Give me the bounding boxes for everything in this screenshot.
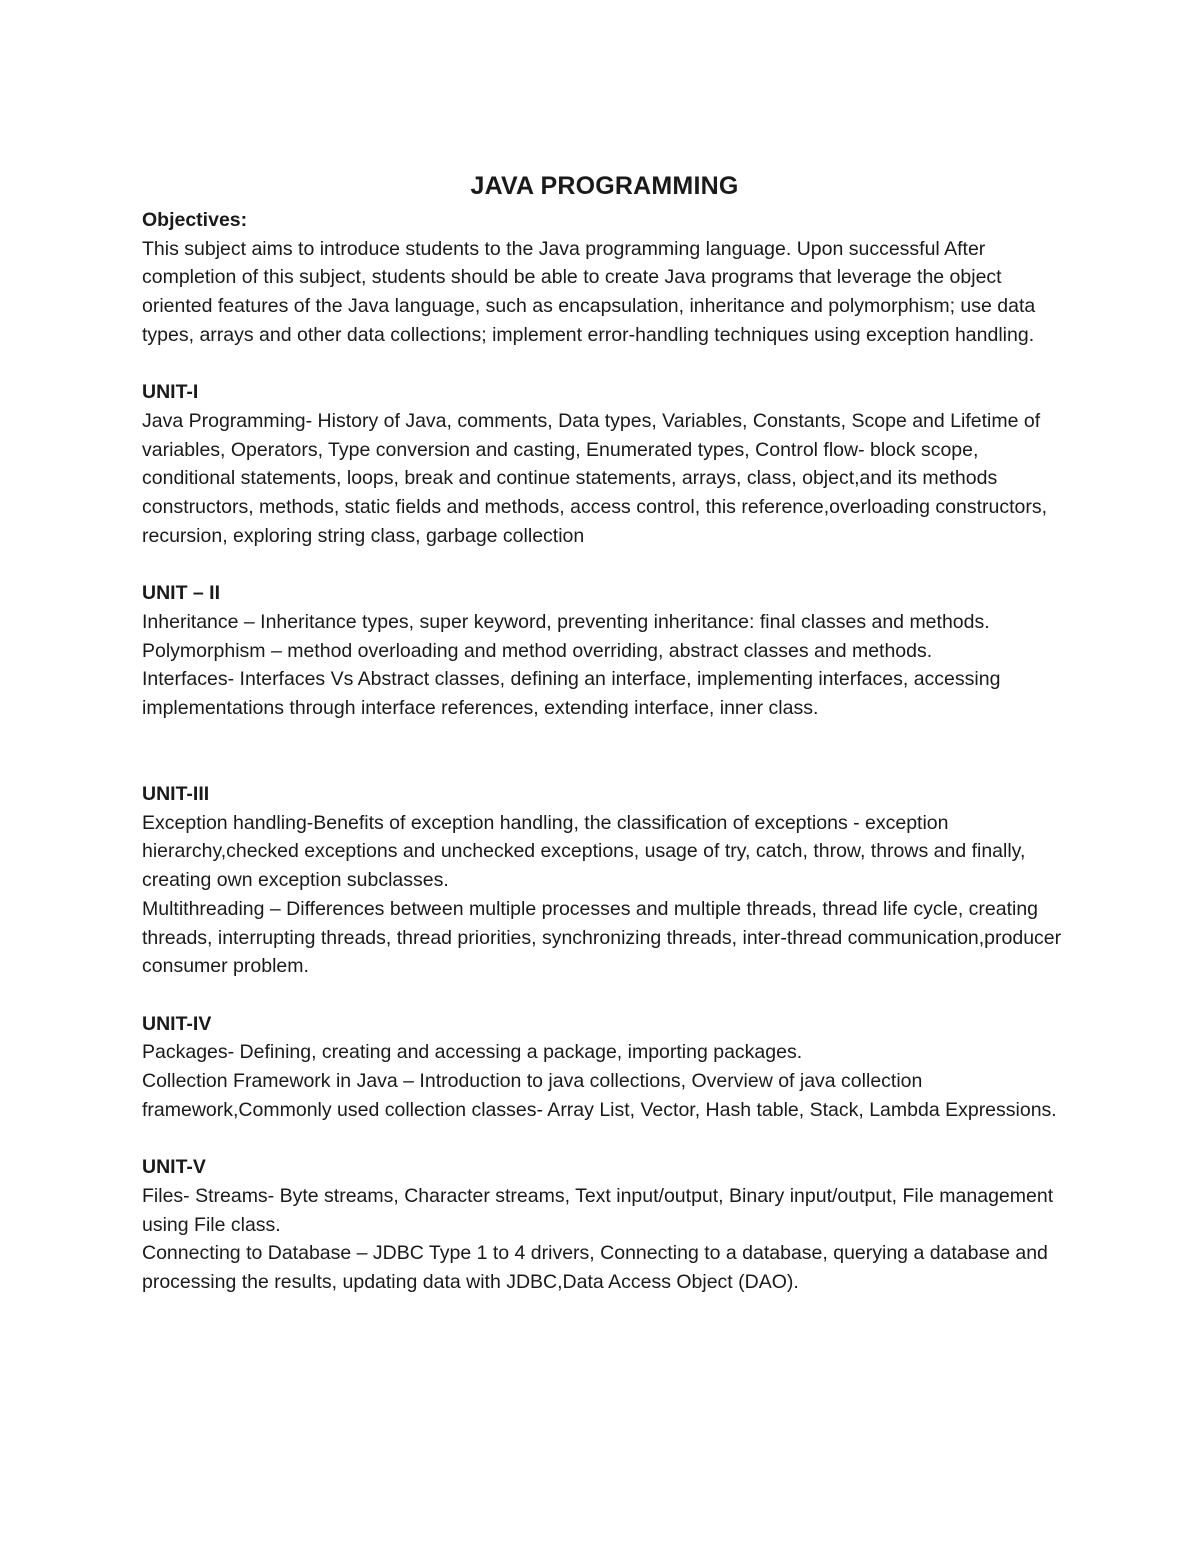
document-body (142, 168, 1067, 1297)
objectives-section (142, 206, 1067, 350)
section-spacer (142, 350, 1067, 379)
unit-1-section (142, 378, 1067, 550)
unit-5-heading: UNIT-V (142, 1156, 206, 1179)
unit-1-heading: UNIT-I (142, 381, 199, 404)
unit-5-paragraph-files: Files- Streams- Byte streams, Character streams, Text input/output, Binary input/output, File management using File class. (142, 1184, 1054, 1236)
unit-2-paragraph-inheritance: Inheritance – Inheritance types, super keyword, preventing inheritance: final classes and methods. (142, 610, 990, 633)
unit-2-paragraph-polymorphism: Polymorphism – method overloading and method overriding, abstract classes and methods. (142, 639, 933, 662)
unit-5-paragraph-database: Connecting to Database – JDBC Type 1 to 4 drivers, Connecting to a database, querying a database and processing the results, updating data with JDBC,Data Access Object (DAO). (142, 1242, 1048, 1293)
unit-2-section (142, 579, 1067, 723)
unit-3-paragraph-exceptions: Exception handling-Benefits of exception handling, the classification of exceptions - exception hierarchy,checked exceptions and unchecked exceptions, usage of try, catch, throw, throws and finally, creating own exception subclasses. (142, 811, 1026, 892)
unit-2-paragraph-interfaces: Interfaces- Interfaces Vs Abstract classes, defining an interface, implementing interfaces, accessing implementations through interface references, extending interface, inner class. (142, 668, 1001, 719)
unit-4-paragraph-packages: Packages- Defining, creating and accessing a package, importing packages. (142, 1041, 803, 1064)
unit-5-section (142, 1153, 1067, 1297)
unit-2-heading: UNIT – II (142, 582, 221, 605)
unit-4-section (142, 1010, 1067, 1125)
page-title: JAVA PROGRAMMING (470, 172, 739, 200)
section-spacer (142, 723, 1067, 780)
section-spacer (142, 981, 1067, 1010)
section-spacer (142, 550, 1067, 579)
unit-4-paragraph-collections: Collection Framework in Java – Introduction to java collections, Overview of java collection framework,Commonly used collection classes- Array List, Vector, Hash table, Stack, Lambda Expressions. (142, 1070, 1057, 1121)
objectives-heading: Objectives: (142, 209, 248, 231)
unit-1-paragraph: Java Programming- History of Java, comments, Data types, Variables, Constants, Scope and Lifetime of variables, Operators, Type conversion and casting, Enumerated types, Control flow- block scope, conditional statements, loops, break and continue statements, arrays, class, object,and its methods constructors, methods, static fields and methods, access control, this reference,overloading constructors, recursion, exploring string class, garbage collection (142, 409, 1048, 547)
objectives-text: This subject aims to introduce students to the Java programming language. Upon successful After completion of this subject, students should be able to create Java programs that leverage the object oriented features of the Java language, such as encapsulation, inheritance and polymorphism; use data types, arrays and other data collections; implement error-handling techniques using exception handling. (142, 237, 1036, 346)
unit-4-heading: UNIT-IV (142, 1012, 212, 1035)
unit-3-paragraph-multithreading: Multithreading – Differences between multiple processes and multiple threads, thread life cycle, creating threads, interrupting threads, thread priorities, synchronizing threads, inter-thread communication,producer consumer problem. (142, 897, 1062, 978)
unit-3-section (142, 780, 1067, 981)
section-spacer (142, 1124, 1067, 1153)
unit-3-heading: UNIT-III (142, 783, 210, 806)
